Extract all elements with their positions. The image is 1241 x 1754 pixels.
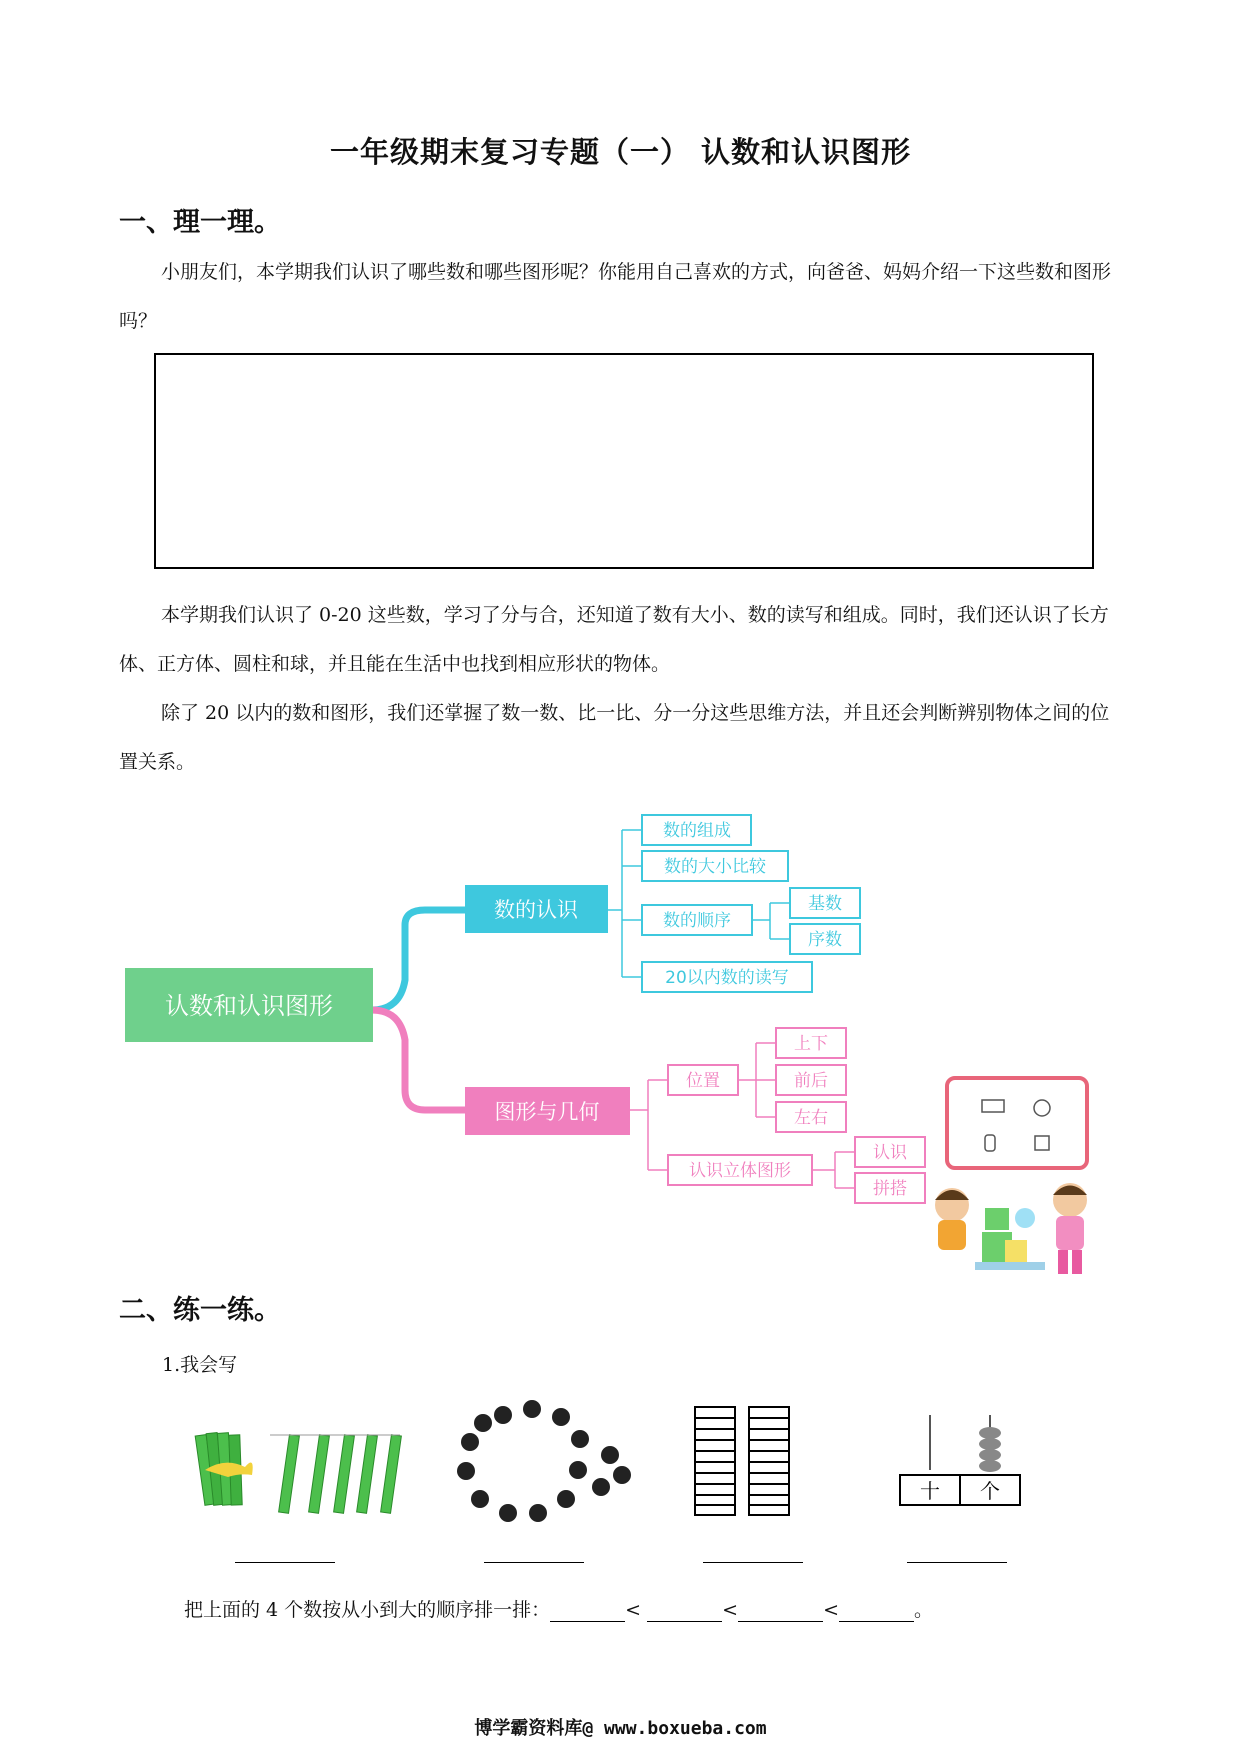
children-illustration	[935, 1183, 1087, 1274]
b2-solid-sub-0: 认识	[873, 1143, 907, 1163]
mind-map	[0, 800, 1241, 1280]
lt-sign-3: <	[823, 1599, 839, 1621]
bead-ring-icon	[457, 1400, 631, 1522]
order-period: 。	[913, 1599, 933, 1621]
b2-solid-sub-1: 拼搭	[873, 1179, 907, 1199]
order-blank-4[interactable]	[839, 1599, 914, 1622]
summary-paragraph-2: 除了 20 以内的数和图形，我们还掌握了数一数、比一比、分一分这些思维方法，并且还会判断辨别物体之间的位置关系。	[119, 702, 1110, 773]
ladder-stacks-icon	[695, 1407, 789, 1515]
section-heading-1: 一、理一理。	[119, 207, 281, 238]
prompt-paragraph: 小朋友们，本学期我们认识了哪些数和哪些图形呢？你能用自己喜欢的方式，向爸爸、妈妈介绍一下这些数和图形吗？	[119, 261, 1112, 332]
mindmap-root-label: 认数和认识图形	[165, 992, 333, 1020]
order-blank-1[interactable]	[550, 1599, 625, 1622]
branch2-label: 图形与几何	[494, 1100, 600, 1124]
lt-sign-1: <	[625, 1599, 642, 1621]
b2-pos-sub-1: 前后	[794, 1071, 828, 1091]
counting-pictures	[0, 1395, 1241, 1535]
branch1-label: 数的认识	[494, 898, 578, 922]
answer-blank-4[interactable]	[907, 1562, 1007, 1563]
abacus-icon	[900, 1415, 1020, 1505]
b2-position: 位置	[686, 1071, 720, 1091]
b1-item-3: 20以内数的读写	[665, 968, 789, 988]
b2-solid: 认识立体图形	[689, 1161, 791, 1181]
order-blank-3[interactable]	[738, 1599, 823, 1622]
order-prompt: 把上面的 4 个数按从小到大的顺序排一排：	[184, 1599, 551, 1621]
abacus-tens-label: 十	[920, 1479, 940, 1503]
answer-blank-1[interactable]	[235, 1562, 335, 1563]
b1-order-0: 基数	[808, 894, 842, 914]
b1-item-1: 数的大小比较	[664, 857, 766, 877]
summary-paragraph-1: 本学期我们认识了 0-20 这些数，学习了分与合，还知道了数有大小、数的读写和组成。同时，我们还认识了长方体、正方体、圆柱和球，并且能在生活中也找到相应形状的物体。	[119, 604, 1109, 675]
abacus-ones-label: 个	[980, 1479, 1000, 1503]
b1-item-0: 数的组成	[663, 821, 731, 841]
cube-icon	[1035, 1136, 1049, 1150]
cuboid-icon	[982, 1100, 1004, 1112]
lt-sign-2: <	[722, 1599, 739, 1621]
order-blank-2[interactable]	[647, 1599, 722, 1622]
order-question	[184, 1595, 933, 1622]
answer-box[interactable]	[154, 353, 1094, 569]
sphere-icon	[1034, 1100, 1050, 1116]
single-sticks-icon	[279, 1435, 402, 1514]
question-1-label: 1.我会写	[162, 1354, 238, 1376]
b1-item-2: 数的顺序	[663, 911, 731, 931]
section-heading-2: 二、练一练。	[119, 1295, 281, 1326]
solid-shapes-frame	[947, 1078, 1087, 1168]
page-title: 一年级期末复习专题（一） 认数和认识图形	[329, 135, 912, 169]
stick-bundle-icon	[195, 1433, 253, 1506]
connector-branch2	[372, 1010, 465, 1110]
b2-pos-sub-2: 左右	[794, 1108, 828, 1128]
answer-blank-2[interactable]	[484, 1562, 584, 1563]
footer-watermark: 博学霸资料库@ www.boxueba.com	[474, 1718, 767, 1739]
cylinder-icon	[985, 1135, 995, 1151]
b2-pos-sub-0: 上下	[794, 1034, 828, 1054]
answer-blank-3[interactable]	[703, 1562, 803, 1563]
connector-branch1	[372, 910, 465, 1010]
b1-order-1: 序数	[808, 930, 842, 950]
